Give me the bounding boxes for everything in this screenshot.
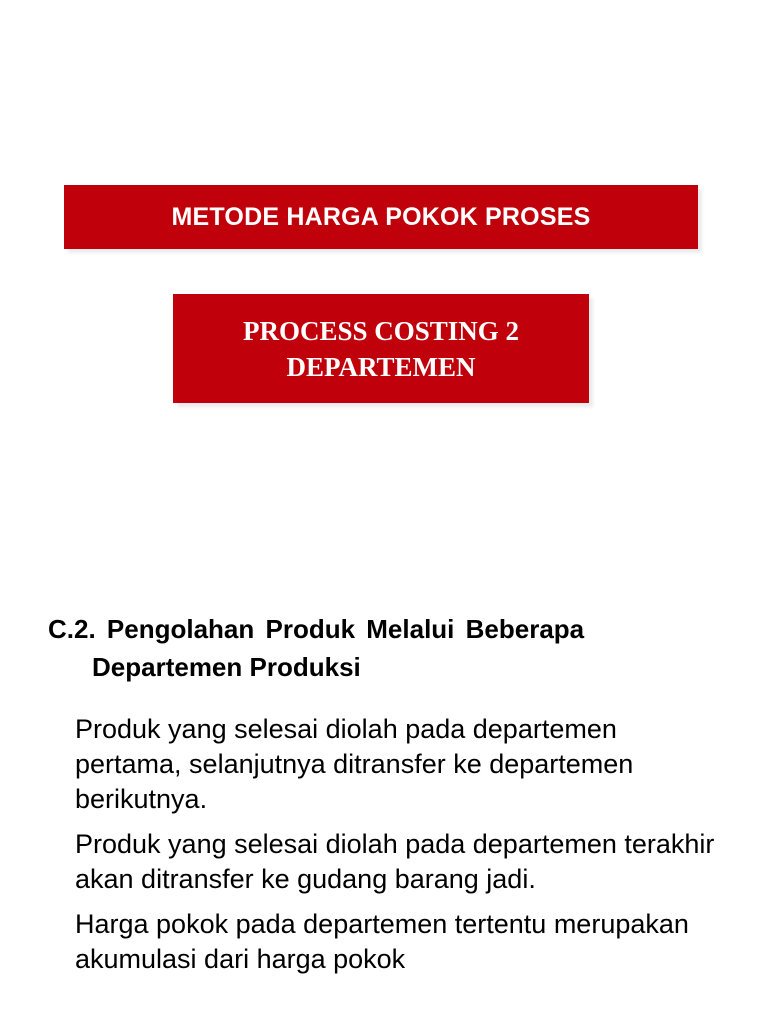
paragraph-2: Produk yang selesai diolah pada departemen terakhir akan ditransfer ke gudang barang jadi. [75, 829, 715, 894]
section-heading [48, 610, 688, 686]
paragraph-3: Harga pokok pada departemen tertentu merupakan akumulasi dari harga pokok [75, 909, 689, 974]
subtitle-line-1: PROCESS COSTING 2 [242, 315, 520, 346]
paragraph-1: Produk yang selesai diolah pada departemen pertama, selanjutnya ditransfer ke departemen berikutnya. [75, 714, 634, 814]
body-text [75, 712, 725, 987]
section-heading-line-2: Departemen Produksi [92, 652, 361, 682]
subtitle-box [173, 294, 589, 403]
section-heading-line-1: C.2. Pengolahan Produk Melalui Beberapa [48, 614, 585, 644]
title-banner-text: METODE HARGA POKOK PROSES [171, 202, 591, 231]
subtitle-line-2: DEPARTEMEN [286, 351, 476, 382]
title-banner [64, 185, 698, 249]
